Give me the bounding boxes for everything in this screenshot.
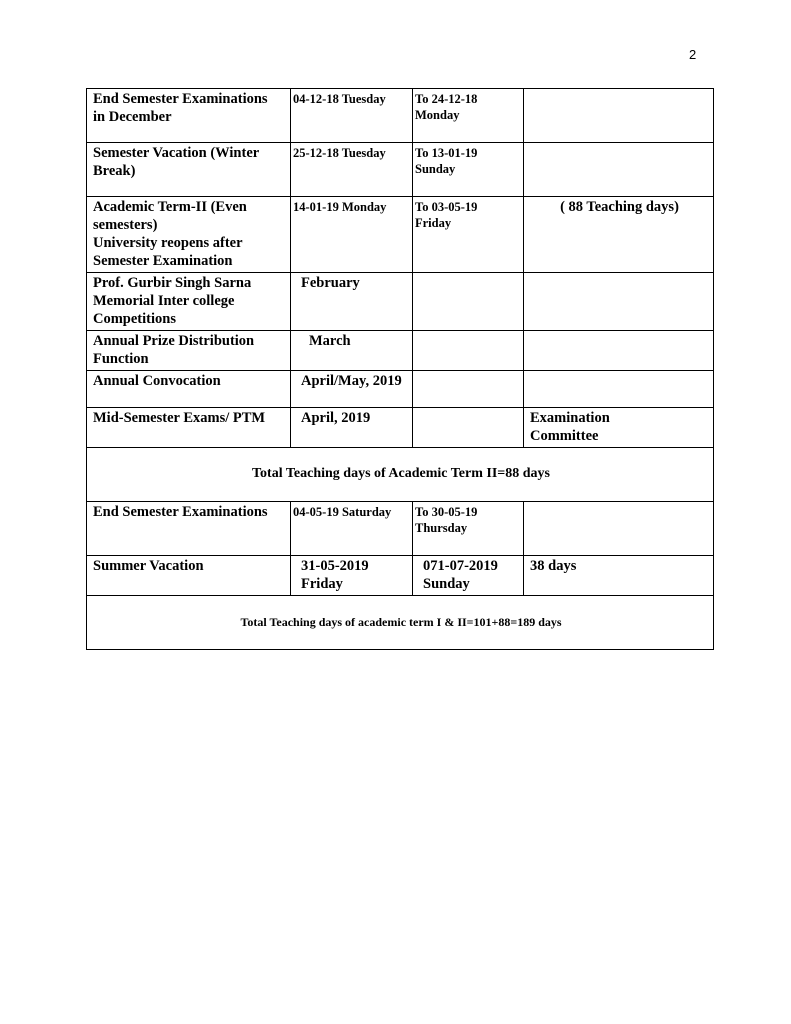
end-date-cell: 071-07-2019 Sunday [413, 556, 524, 596]
event-cell: Annual Prize Distribution Function [87, 331, 291, 371]
end-date-cell [413, 371, 524, 408]
table-row [87, 596, 714, 650]
total-all-cell: Total Teaching days of academic term I & II=101+88=189 days [87, 596, 714, 650]
start-date-cell: 25-12-18 Tuesday [291, 143, 413, 197]
total-term2-cell: Total Teaching days of Academic Term II=88 days [87, 448, 714, 502]
table-row [87, 143, 714, 197]
table-row [87, 197, 714, 273]
remarks-cell [524, 273, 714, 331]
table-row [87, 371, 714, 408]
end-date-cell [413, 273, 524, 331]
end-date-cell [413, 408, 524, 448]
end-date-cell: To 24-12-18 Monday [413, 89, 524, 143]
start-date-cell: February [291, 273, 413, 331]
academic-calendar-table [86, 88, 714, 650]
event-cell: End Semester Examinations [87, 502, 291, 556]
remarks-cell: ( 88 Teaching days) [524, 197, 714, 273]
event-cell: End Semester Examinations in December [87, 89, 291, 143]
remarks-cell [524, 331, 714, 371]
table-row [87, 331, 714, 371]
table-row [87, 89, 714, 143]
remarks-cell: Examination Committee [524, 408, 714, 448]
event-cell: Summer Vacation [87, 556, 291, 596]
table-row [87, 502, 714, 556]
table-row [87, 273, 714, 331]
start-date-cell: 04-05-19 Saturday [291, 502, 413, 556]
end-date-cell: To 03-05-19 Friday [413, 197, 524, 273]
remarks-cell [524, 371, 714, 408]
start-date-cell: 31-05-2019 Friday [291, 556, 413, 596]
remarks-cell [524, 89, 714, 143]
event-cell: Semester Vacation (Winter Break) [87, 143, 291, 197]
end-date-cell: To 13-01-19 Sunday [413, 143, 524, 197]
remarks-cell [524, 502, 714, 556]
remarks-cell [524, 143, 714, 197]
start-date-cell: March [291, 331, 413, 371]
table-row [87, 448, 714, 502]
end-date-cell [413, 331, 524, 371]
table-row [87, 556, 714, 596]
remarks-cell: 38 days [524, 556, 714, 596]
start-date-cell: April, 2019 [291, 408, 413, 448]
event-cell: Prof. Gurbir Singh Sarna Memorial Inter college Competitions [87, 273, 291, 331]
table-row [87, 408, 714, 448]
start-date-cell: 04-12-18 Tuesday [291, 89, 413, 143]
start-date-cell: 14-01-19 Monday [291, 197, 413, 273]
event-cell: Academic Term-II (Even semesters) University reopens after Semester Examination [87, 197, 291, 273]
start-date-cell: April/May, 2019 [291, 371, 413, 408]
event-cell: Annual Convocation [87, 371, 291, 408]
end-date-cell: To 30-05-19 Thursday [413, 502, 524, 556]
page-number: 2 [689, 47, 697, 62]
event-cell: Mid-Semester Exams/ PTM [87, 408, 291, 448]
